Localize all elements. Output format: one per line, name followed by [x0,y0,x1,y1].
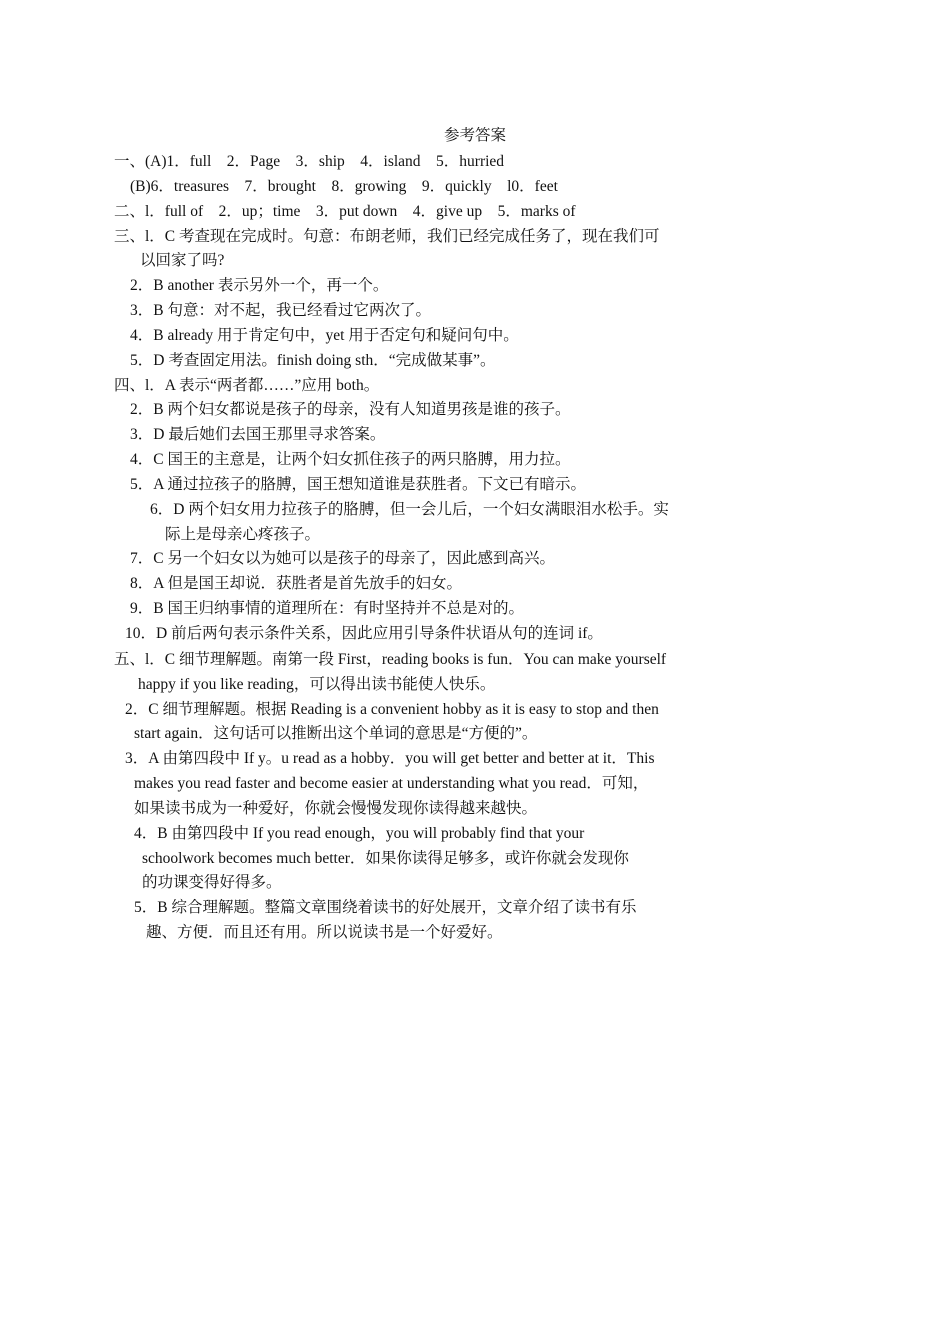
text-line: start again．这句话可以推断出这个单词的意思是“方便的”。 [134,725,538,742]
text-line: 8．A 但是国王却说．获胜者是首先放手的妇女。 [130,575,462,592]
text-line: 9．B 国王归纳事情的道理所在：有时坚持并不总是对的。 [130,600,524,617]
text-line: 趣、方便．而且还有用。所以说读书是一个好爱好。 [146,924,503,941]
text-line: 3．A 由第四段中 If y。u read as a hobby．you will get better and better at it．This [125,750,655,767]
text-line: 6．D 两个妇女用力拉孩子的胳膊，但一会儿后，一个妇女满眼泪水松手。实 [150,501,669,518]
text-line: 4．B 由第四段中 If you read enough，you will probably find that your [134,825,585,842]
text-line: 一、(A)1．full 2．Page 3．ship 4．island 5．hurried [114,153,505,170]
text-line: 2．C 细节理解题。根据 Reading is a convenient hobby as it is easy to stop and then [125,701,659,718]
text-line: 以回家了吗? [140,252,225,269]
text-line: 如果读书成为一种爱好，你就会慢慢发现你读得越来越快。 [134,800,538,817]
text-line: 3．D 最后她们去国王那里寻求答案。 [130,426,386,443]
text-line: happy if you like reading，可以得出读书能使人快乐。 [138,676,496,693]
text-line: 二、l．full of 2．up；time 3．put down 4．give up 5．marks of [114,203,576,220]
text-line: 4．C 国王的主意是，让两个妇女抓住孩子的两只胳膊，用力拉。 [130,451,571,468]
text-line: 3．B 句意：对不起，我已经看过它两次了。 [130,302,431,319]
text-line: 10．D 前后两句表示条件关系，因此应用引导条件状语从句的连词 if。 [125,625,603,642]
text-line: 7．C 另一个妇女以为她可以是孩子的母亲了，因此感到高兴。 [130,550,555,567]
text-line: 2．B 两个妇女都说是孩子的母亲，没有人知道男孩是谁的孩子。 [130,401,571,418]
text-line: makes you read faster and become easier at understanding what you read．可知， [134,775,649,792]
text-line: (B)6．treasures 7．brought 8．growing 9．quickly l0．feet [130,178,558,195]
text-line: 四、l．A 表示“两者都……”应用 both。 [114,377,380,394]
page-title: 参考答案 [443,127,506,144]
text-line: 五、l．C 细节理解题。南第一段 First，reading books is fun．You can make yourself [114,651,667,668]
text-line: 的功课变得好得多。 [142,874,282,891]
text-line: schoolwork becomes much better．如果你读得足够多，或许你就会发现你 [142,850,629,867]
text-line: 2．B another 表示另外一个，再一个。 [130,277,389,294]
text-line: 4．B already 用于肯定句中，yet 用于否定句和疑问句中。 [130,327,519,344]
text-line: 5．D 考查固定用法。finish doing sth．“完成做某事”。 [130,352,496,369]
text-line: 三、l．C 考查现在完成时。句意：布朗老师，我们已经完成任务了，现在我们可 [114,228,660,245]
text-line: 际上是母亲心疼孩子。 [165,526,321,543]
text-line: 5．A 通过拉孩子的胳膊，国王想知道谁是获胜者。下文已有暗示。 [130,476,586,493]
text-line: 5．B 综合理解题。整篇文章围绕着读书的好处展开，文章介绍了读书有乐 [134,899,637,916]
